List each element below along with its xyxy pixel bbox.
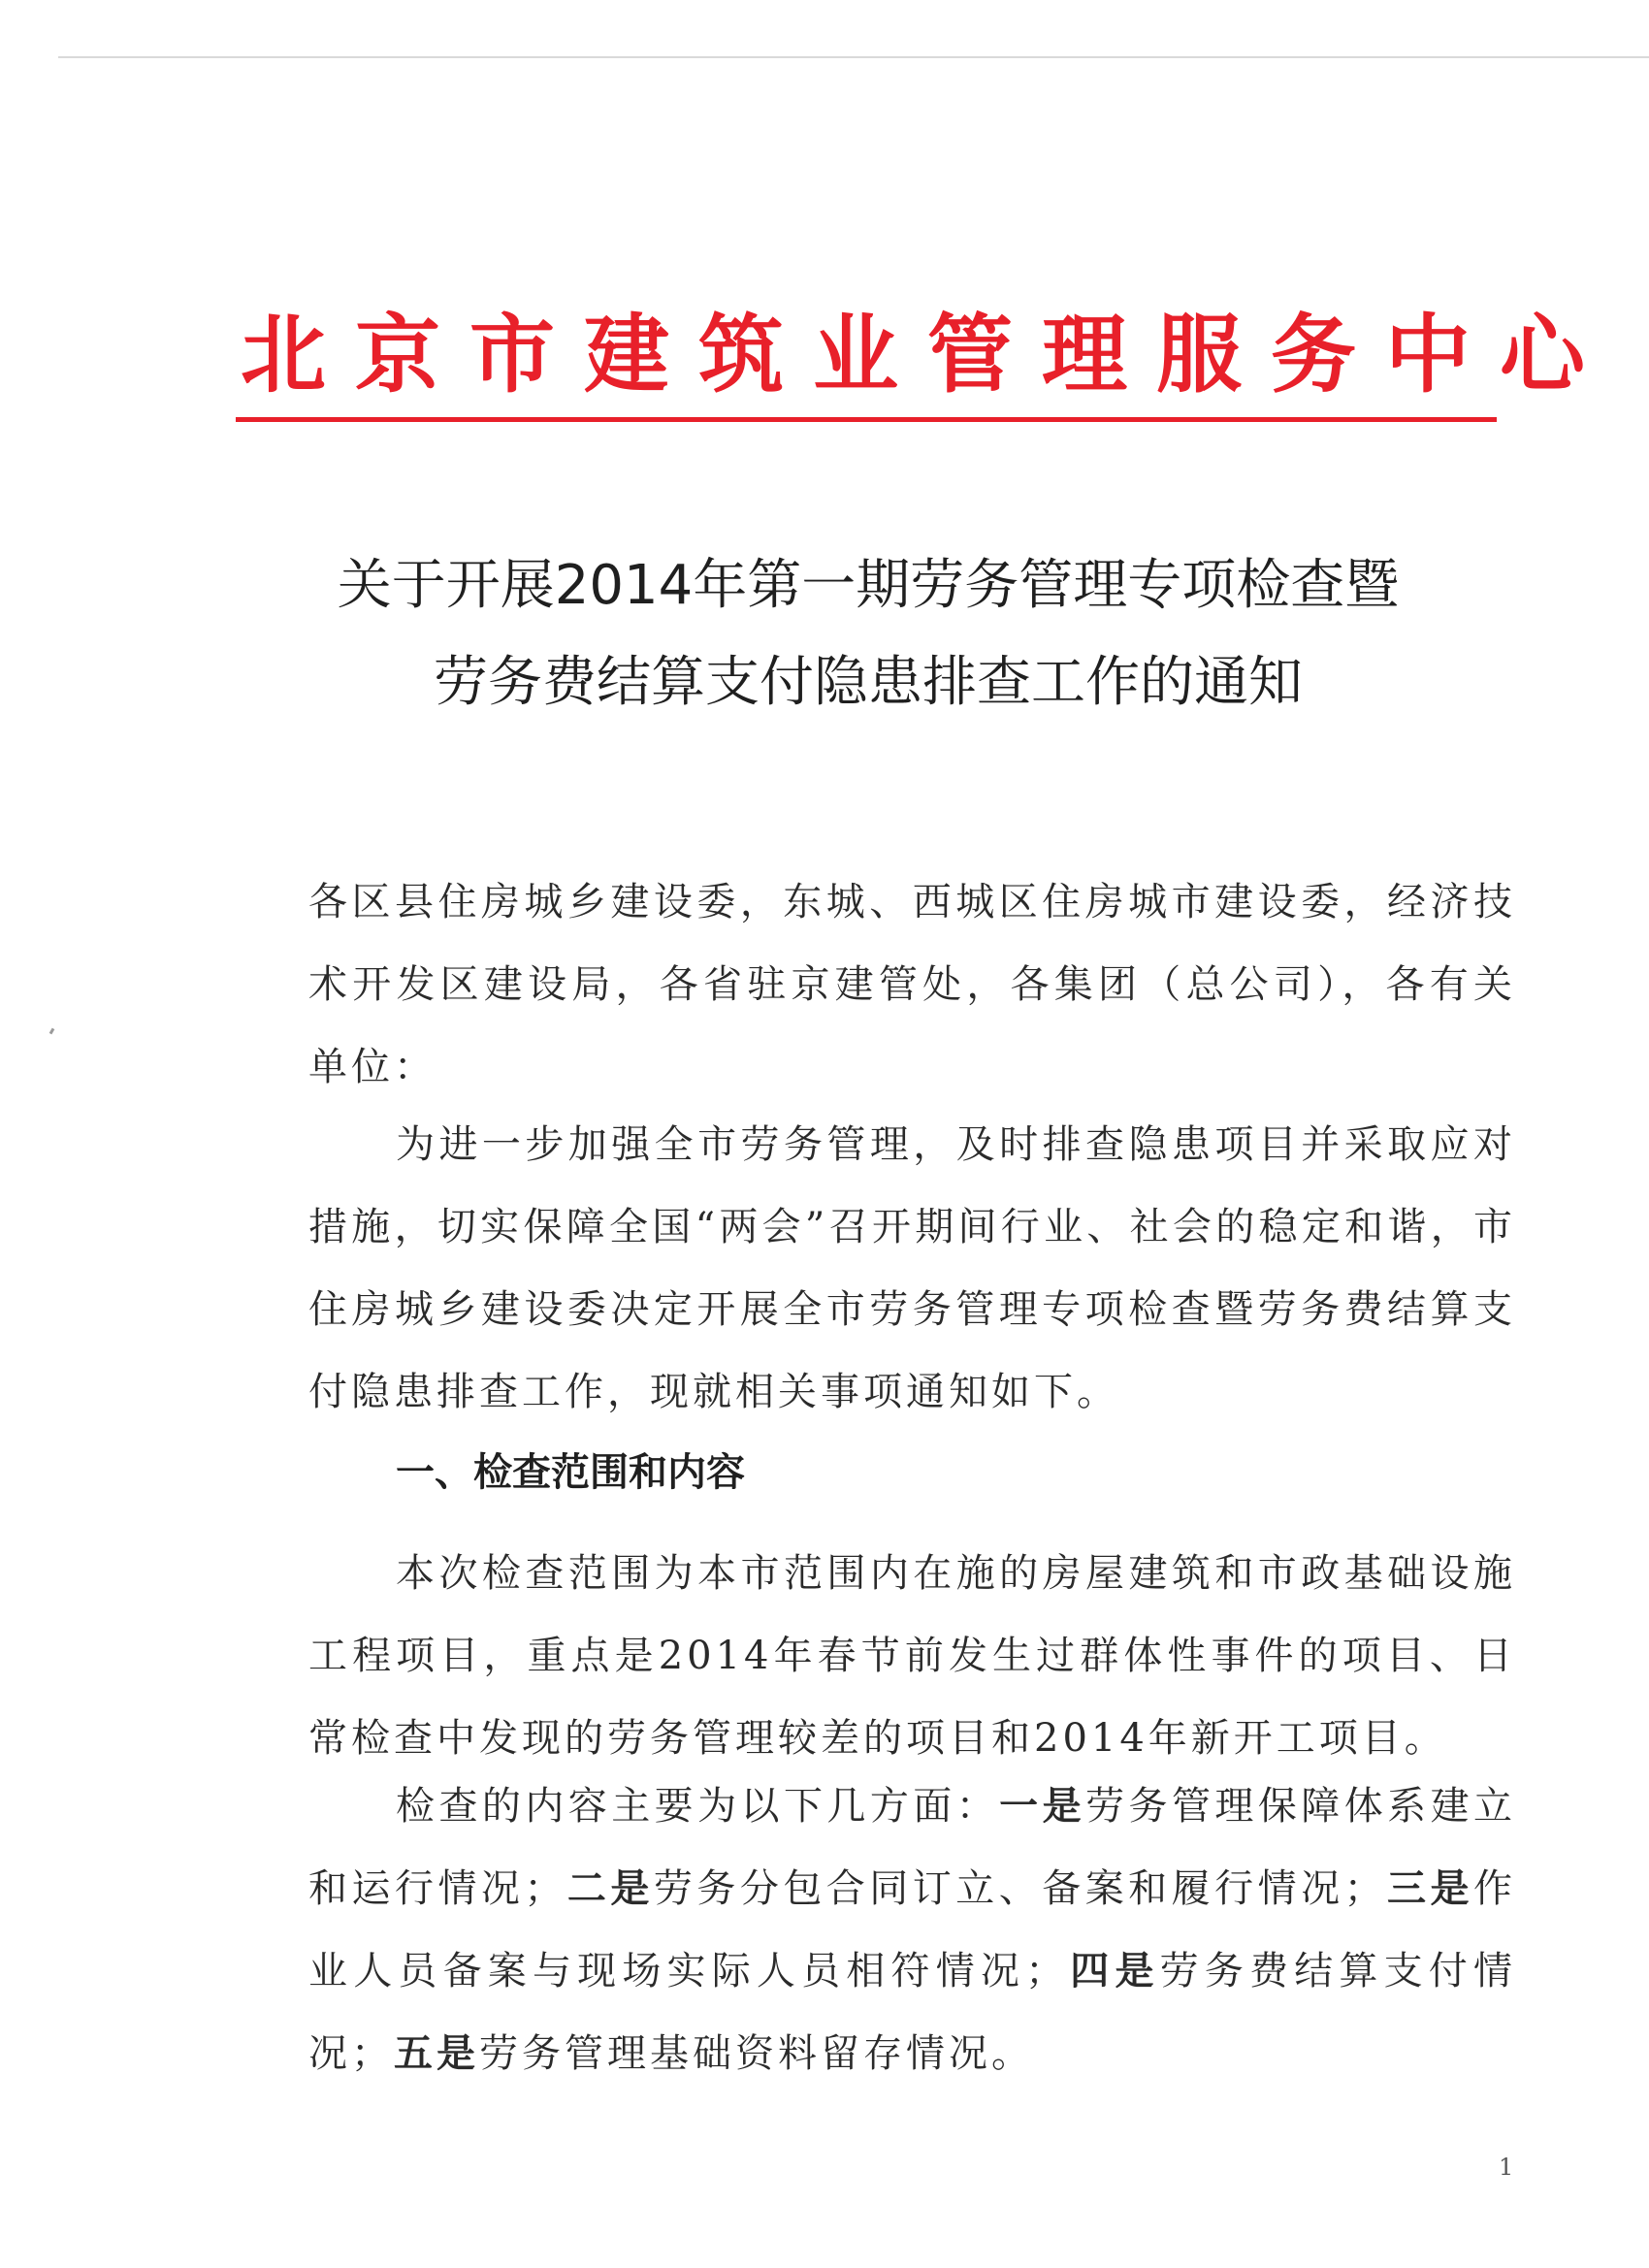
content-paragraph (308, 1766, 1516, 2095)
letterhead-red-rule (236, 417, 1497, 422)
item-2-label: 二是 (566, 1866, 654, 1911)
letterhead-org-name: 北京市建筑业管理服务中心 (241, 304, 1615, 405)
item-4-text: 劳务费结算支付情况； (308, 1949, 1517, 2076)
page-number: 1 (1499, 2154, 1514, 2181)
item-5-label: 五是 (394, 2031, 479, 2076)
section-1-heading: 一、检查范围和内容 (396, 1450, 745, 1495)
item-1-label: 一是 (999, 1784, 1086, 1829)
document-title-line-1: 关于开展2014年第一期劳务管理专项检查暨 (337, 554, 1400, 617)
item-5-text: 劳务管理基础资料留存情况。 (479, 2031, 1034, 2076)
scope-paragraph: 本次检查范围为本市范围内在施的房屋建筑和市政基础设施工程项目，重点是2014年春节前发生过群体性事件的项目、日常检查中发现的劳务管理较差的项目和2014年新开工项目。 (308, 1551, 1516, 1761)
addressee-paragraph: 各区县住房城乡建设委，东城、西城区住房城市建设委，经济技术开发区建设局，各省驻京建管处，各集团（总公司），各有关单位： (308, 880, 1516, 1089)
item-3-label: 三是 (1386, 1866, 1474, 1911)
intro-paragraph: 为进一步加强全市劳务管理，及时排查隐患项目并采取应对措施，切实保障全国“两会”召开期间行业、社会的稳定和谐，市住房城乡建设委决定开展全市劳务管理专项检查暨劳务费结算支付隐患排查工作，现就相关事项通知如下。 (308, 1122, 1516, 1414)
item-4-label: 四是 (1068, 1949, 1160, 1993)
scan-edge-line (58, 56, 1649, 58)
scan-speck (49, 1028, 55, 1035)
item-3-text: 作业人员备案与现场实际人员相符情况； (308, 1866, 1517, 1993)
item-2-text: 劳务分包合同订立、备案和履行情况； (653, 1866, 1387, 1911)
document-title-line-2: 劳务费结算支付隐患排查工作的通知 (434, 651, 1303, 714)
item-1-text: 劳务管理保障体系建立和运行情况； (308, 1784, 1517, 1911)
content-lead: 检查的内容主要为以下几方面： (396, 1784, 1000, 1829)
